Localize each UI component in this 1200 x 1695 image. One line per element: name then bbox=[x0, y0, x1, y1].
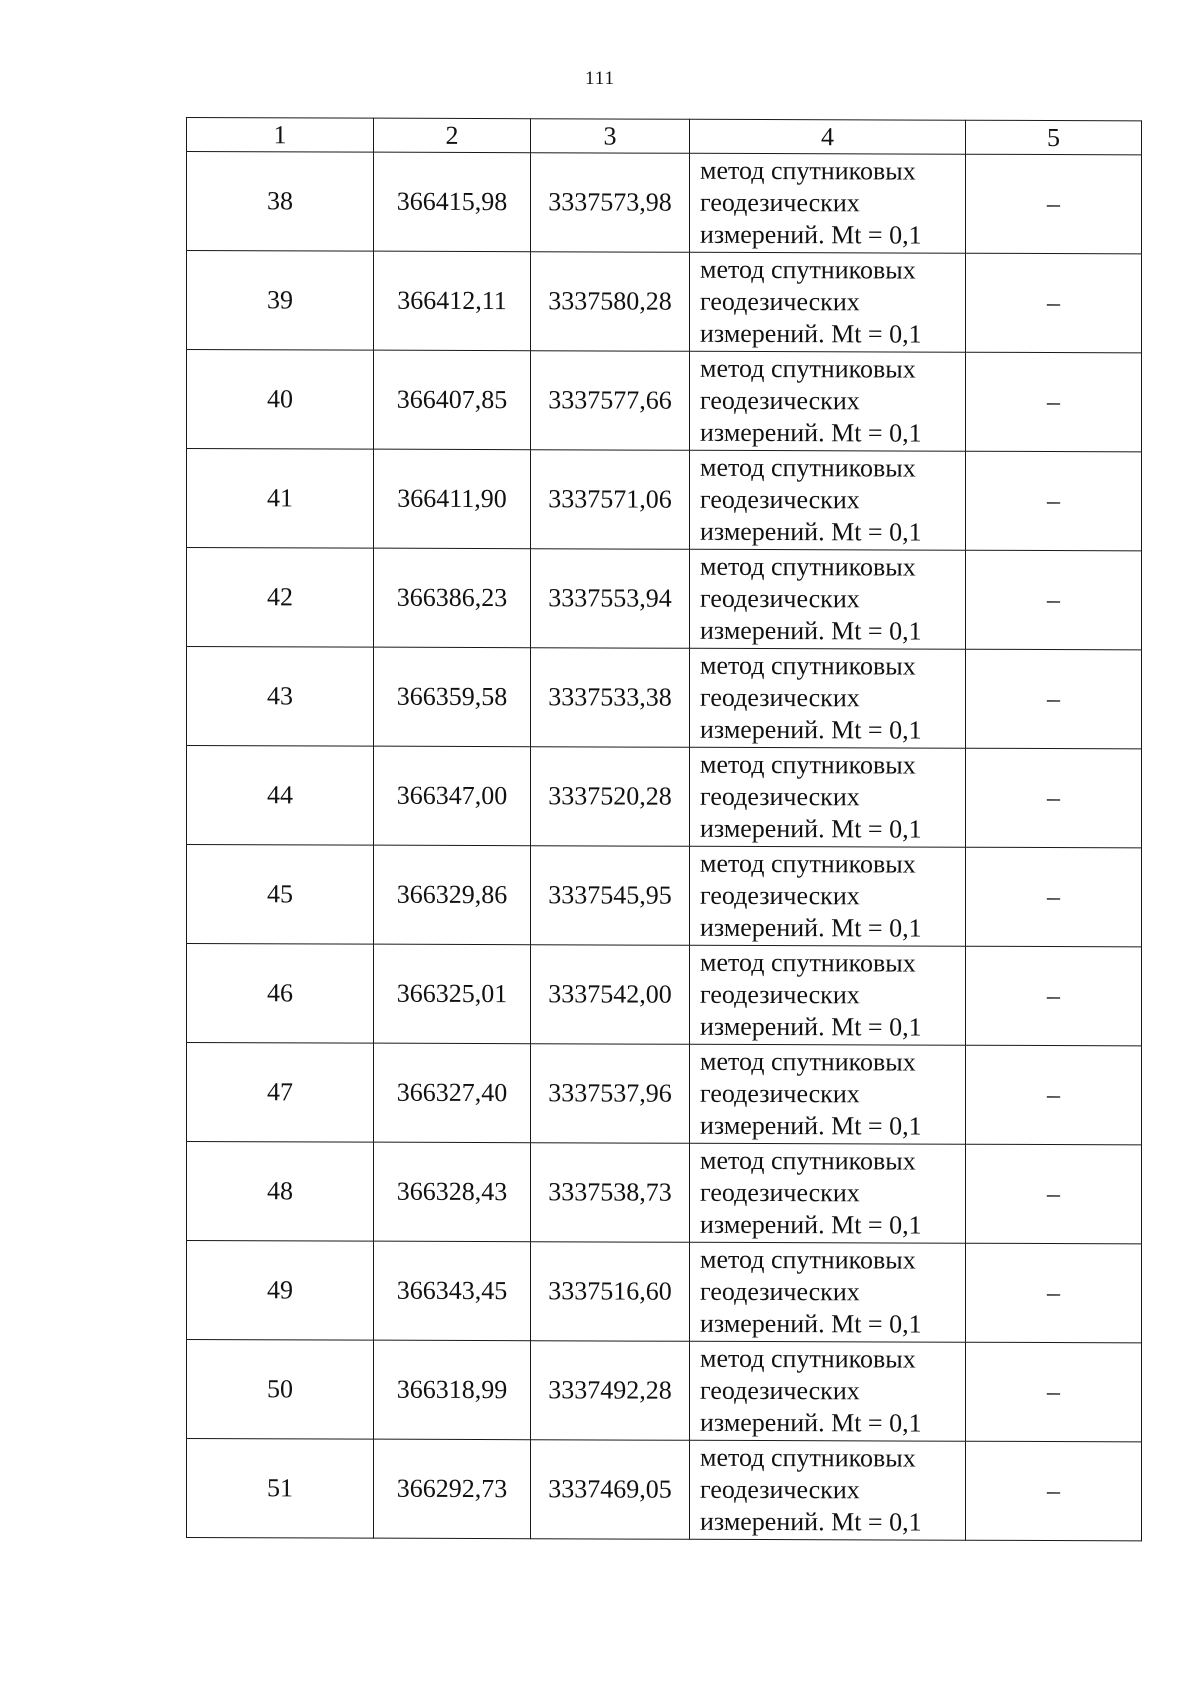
method-line: геодезических bbox=[700, 979, 860, 1010]
point-number-cell: 48 bbox=[187, 1142, 374, 1242]
method-cell bbox=[690, 945, 966, 1045]
x-coordinate-cell: 366386,23 bbox=[374, 548, 531, 648]
y-coordinate-cell: 3337545,95 bbox=[531, 846, 690, 946]
note-cell: – bbox=[966, 1342, 1142, 1442]
point-number-cell: 46 bbox=[187, 944, 374, 1044]
x-coordinate-cell: 366407,85 bbox=[374, 350, 531, 450]
table-body bbox=[187, 152, 1142, 1541]
table-row bbox=[187, 449, 1142, 551]
method-line: измерений. Mt = 0,1 bbox=[700, 417, 922, 448]
point-number-cell: 47 bbox=[187, 1043, 374, 1143]
point-number-cell: 45 bbox=[187, 845, 374, 945]
point-number-cell: 49 bbox=[187, 1241, 374, 1341]
method-cell bbox=[690, 747, 966, 847]
method-line: измерений. Mt = 0,1 bbox=[700, 516, 922, 547]
header-col-2: 2 bbox=[374, 118, 531, 153]
method-line: измерений. Mt = 0,1 bbox=[700, 1407, 922, 1438]
method-line: измерений. Mt = 0,1 bbox=[700, 1308, 922, 1339]
point-number-cell: 51 bbox=[187, 1439, 374, 1539]
note-cell: – bbox=[966, 154, 1142, 254]
table-row bbox=[187, 1043, 1142, 1145]
table-row bbox=[187, 1142, 1142, 1244]
method-cell bbox=[690, 648, 966, 748]
method-line: метод спутниковых bbox=[700, 1442, 916, 1473]
note-cell: – bbox=[966, 1243, 1142, 1343]
x-coordinate-cell: 366325,01 bbox=[374, 944, 531, 1044]
y-coordinate-cell: 3337516,60 bbox=[531, 1242, 690, 1342]
table-row bbox=[187, 1439, 1142, 1541]
method-line: измерений. Mt = 0,1 bbox=[700, 912, 922, 943]
method-line: геодезических bbox=[700, 1474, 860, 1505]
header-col-3: 3 bbox=[531, 119, 690, 154]
y-coordinate-cell: 3337573,98 bbox=[531, 153, 690, 253]
method-line: измерений. Mt = 0,1 bbox=[700, 615, 922, 646]
note-cell: – bbox=[966, 1144, 1142, 1244]
method-line: метод спутниковых bbox=[700, 749, 916, 780]
table-row bbox=[187, 944, 1142, 1046]
method-line: геодезических bbox=[700, 781, 860, 812]
method-cell bbox=[690, 846, 966, 946]
note-cell: – bbox=[966, 451, 1142, 551]
point-number-cell: 41 bbox=[187, 449, 374, 549]
method-line: метод спутниковых bbox=[700, 551, 916, 582]
header-col-5: 5 bbox=[966, 120, 1142, 155]
point-number-cell: 40 bbox=[187, 350, 374, 450]
y-coordinate-cell: 3337553,94 bbox=[531, 549, 690, 649]
note-cell: – bbox=[966, 847, 1142, 947]
y-coordinate-cell: 3337580,28 bbox=[531, 252, 690, 352]
coordinates-table bbox=[186, 117, 1142, 1541]
point-number-cell: 42 bbox=[187, 548, 374, 648]
method-line: измерений. Mt = 0,1 bbox=[700, 1506, 922, 1537]
note-cell: – bbox=[966, 946, 1142, 1046]
page-number: 111 bbox=[584, 68, 616, 89]
note-cell: – bbox=[966, 1045, 1142, 1145]
x-coordinate-cell: 366292,73 bbox=[374, 1439, 531, 1539]
method-line: метод спутниковых bbox=[700, 353, 916, 384]
x-coordinate-cell: 366318,99 bbox=[374, 1340, 531, 1440]
point-number-cell: 39 bbox=[187, 251, 374, 351]
method-cell bbox=[690, 450, 966, 550]
method-line: измерений. Mt = 0,1 bbox=[700, 714, 922, 745]
header-col-4: 4 bbox=[690, 119, 966, 154]
method-line: измерений. Mt = 0,1 bbox=[700, 1209, 922, 1240]
method-line: метод спутниковых bbox=[700, 848, 916, 879]
x-coordinate-cell: 366343,45 bbox=[374, 1241, 531, 1341]
method-line: измерений. Mt = 0,1 bbox=[700, 219, 922, 250]
note-cell: – bbox=[966, 253, 1142, 353]
table-row bbox=[187, 845, 1142, 947]
table-row bbox=[187, 1340, 1142, 1442]
note-cell: – bbox=[966, 748, 1142, 848]
method-line: метод спутниковых bbox=[700, 1145, 916, 1176]
method-cell bbox=[690, 1143, 966, 1243]
method-cell bbox=[690, 549, 966, 649]
y-coordinate-cell: 3337533,38 bbox=[531, 648, 690, 748]
method-line: метод спутниковых bbox=[700, 254, 916, 285]
table-row bbox=[187, 251, 1142, 353]
note-cell: – bbox=[966, 649, 1142, 749]
method-line: геодезических bbox=[700, 682, 860, 713]
method-line: измерений. Mt = 0,1 bbox=[700, 318, 922, 349]
point-number-cell: 38 bbox=[187, 152, 374, 252]
x-coordinate-cell: 366329,86 bbox=[374, 845, 531, 945]
table-row bbox=[187, 152, 1142, 254]
method-line: геодезических bbox=[700, 187, 860, 218]
method-line: геодезических bbox=[700, 1078, 860, 1109]
x-coordinate-cell: 366411,90 bbox=[374, 449, 531, 549]
method-cell bbox=[690, 1044, 966, 1144]
y-coordinate-cell: 3337538,73 bbox=[531, 1143, 690, 1243]
header-col-1: 1 bbox=[187, 118, 374, 153]
x-coordinate-cell: 366328,43 bbox=[374, 1142, 531, 1242]
x-coordinate-cell: 366359,58 bbox=[374, 647, 531, 747]
method-line: измерений. Mt = 0,1 bbox=[700, 1110, 922, 1141]
method-line: метод спутниковых bbox=[700, 155, 916, 186]
method-line: метод спутниковых bbox=[700, 1046, 916, 1077]
y-coordinate-cell: 3337520,28 bbox=[531, 747, 690, 847]
table-header-row bbox=[187, 118, 1142, 155]
method-line: геодезических bbox=[700, 484, 860, 515]
method-cell bbox=[690, 153, 966, 253]
x-coordinate-cell: 366347,00 bbox=[374, 746, 531, 846]
note-cell: – bbox=[966, 1441, 1142, 1541]
method-cell bbox=[690, 351, 966, 451]
point-number-cell: 43 bbox=[187, 647, 374, 747]
y-coordinate-cell: 3337469,05 bbox=[531, 1440, 690, 1540]
table-row bbox=[187, 350, 1142, 452]
method-line: геодезических bbox=[700, 286, 860, 317]
x-coordinate-cell: 366327,40 bbox=[374, 1043, 531, 1143]
method-line: измерений. Mt = 0,1 bbox=[700, 1011, 922, 1042]
method-line: метод спутниковых bbox=[700, 452, 916, 483]
table-row bbox=[187, 746, 1142, 848]
table-row bbox=[187, 548, 1142, 650]
method-cell bbox=[690, 1440, 966, 1540]
method-cell bbox=[690, 1341, 966, 1441]
method-line: геодезических bbox=[700, 1177, 860, 1208]
note-cell: – bbox=[966, 352, 1142, 452]
point-number-cell: 44 bbox=[187, 746, 374, 846]
y-coordinate-cell: 3337577,66 bbox=[531, 351, 690, 451]
method-cell bbox=[690, 252, 966, 352]
y-coordinate-cell: 3337492,28 bbox=[531, 1341, 690, 1441]
method-line: метод спутниковых bbox=[700, 650, 916, 681]
table-row bbox=[187, 1241, 1142, 1343]
x-coordinate-cell: 366412,11 bbox=[374, 251, 531, 351]
method-line: метод спутниковых bbox=[700, 1343, 916, 1374]
note-cell: – bbox=[966, 550, 1142, 650]
y-coordinate-cell: 3337571,06 bbox=[531, 450, 690, 550]
method-line: геодезических bbox=[700, 880, 860, 911]
y-coordinate-cell: 3337542,00 bbox=[531, 945, 690, 1045]
method-line: геодезических bbox=[700, 1375, 860, 1406]
method-line: измерений. Mt = 0,1 bbox=[700, 813, 922, 844]
x-coordinate-cell: 366415,98 bbox=[374, 152, 531, 252]
table-row bbox=[187, 647, 1142, 749]
point-number-cell: 50 bbox=[187, 1340, 374, 1440]
method-line: метод спутниковых bbox=[700, 947, 916, 978]
method-line: геодезических bbox=[700, 1276, 860, 1307]
y-coordinate-cell: 3337537,96 bbox=[531, 1044, 690, 1144]
method-line: геодезических bbox=[700, 385, 860, 416]
method-line: метод спутниковых bbox=[700, 1244, 916, 1275]
method-cell bbox=[690, 1242, 966, 1342]
method-line: геодезических bbox=[700, 583, 860, 614]
